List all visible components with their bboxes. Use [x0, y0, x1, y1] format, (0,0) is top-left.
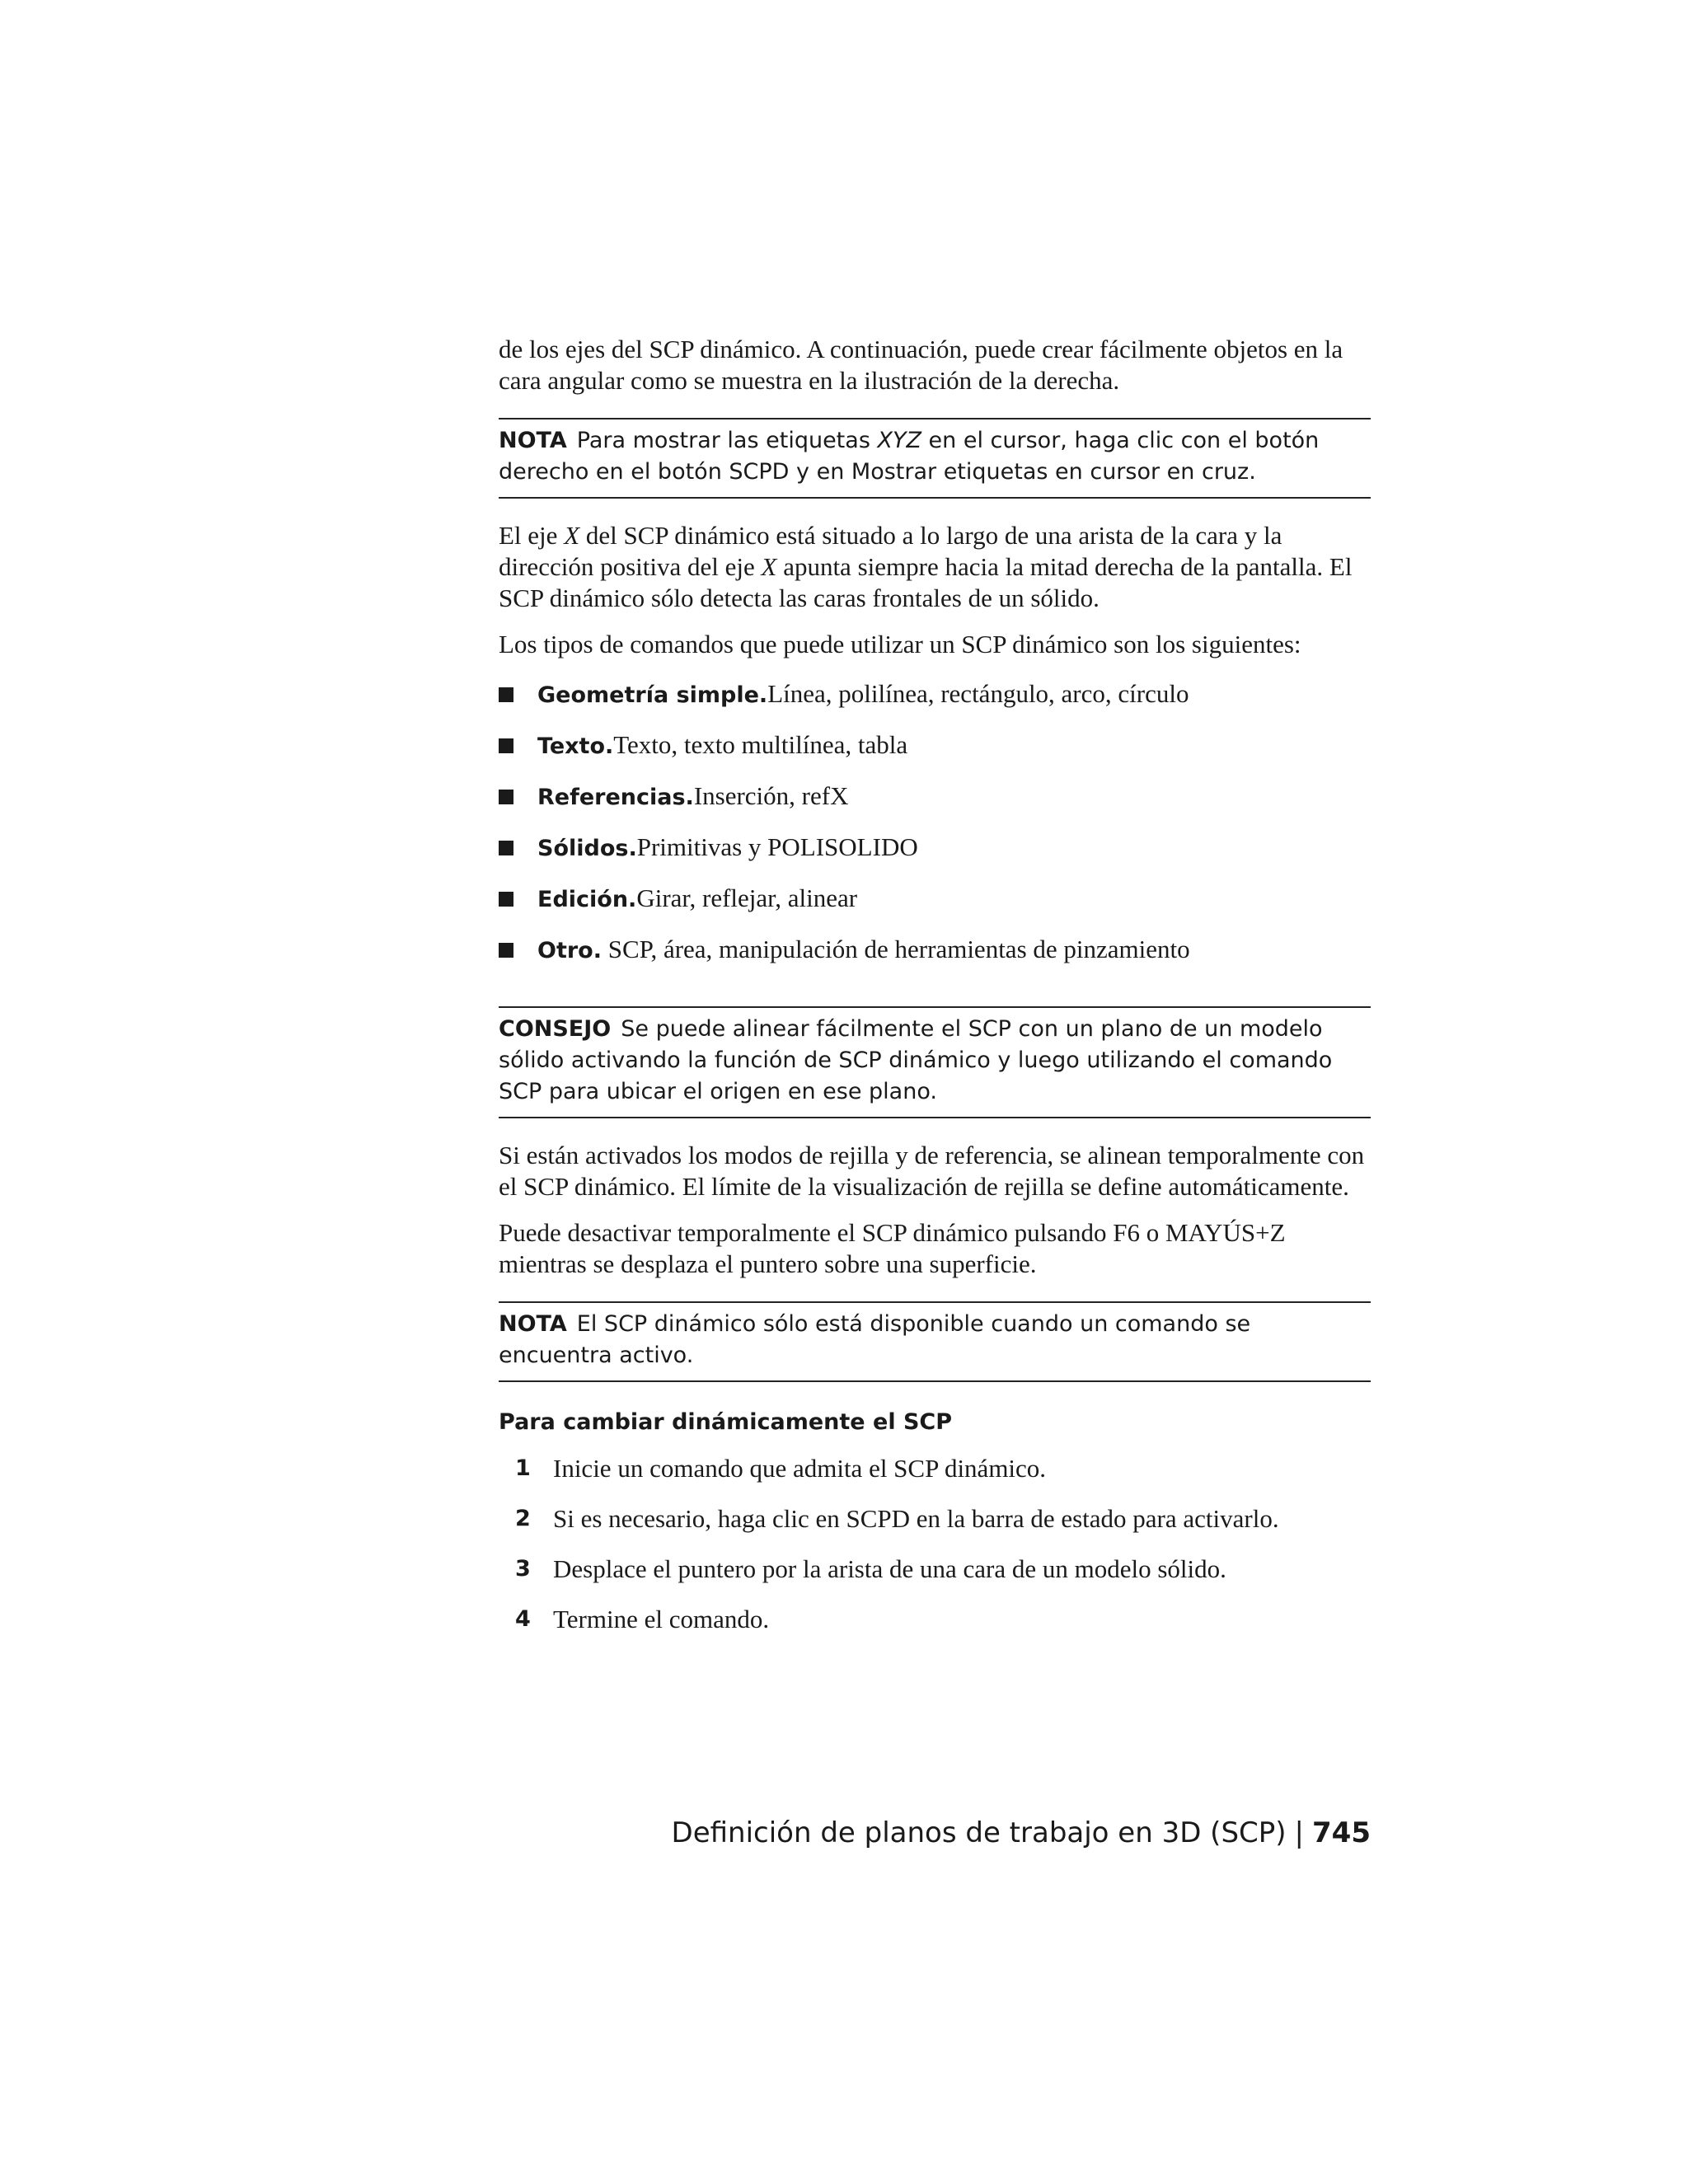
procedure-steps	[499, 1453, 1371, 1654]
note-box-availability	[499, 1301, 1371, 1382]
bullet-square-icon	[499, 738, 513, 753]
step-text: Si es necesario, haga clic en SCPD en la barra de estado para activarlo.	[553, 1504, 1279, 1533]
page-footer	[495, 1813, 1371, 1853]
list-item	[499, 883, 1371, 934]
command-types-list	[499, 678, 1371, 985]
axis-x-italic: X	[564, 521, 580, 550]
step-item	[499, 1604, 1371, 1654]
list-item-desc: SCP, área, manipulación de herramientas de pinzamiento	[601, 935, 1190, 963]
axis-text-part: El eje	[499, 521, 565, 550]
step-number: 4	[515, 1606, 531, 1632]
bullet-square-icon	[499, 892, 513, 907]
step-item	[499, 1503, 1371, 1554]
list-item-desc: Texto, texto multilínea, tabla	[613, 730, 908, 759]
bullet-square-icon	[499, 790, 513, 804]
step-text: Termine el comando.	[553, 1605, 770, 1633]
page-number: 745	[1312, 1816, 1371, 1849]
note-label: NOTA	[499, 1311, 567, 1337]
axis-x-italic: X	[761, 552, 777, 581]
step-number: 2	[515, 1506, 531, 1531]
list-item	[499, 729, 1371, 780]
step-text: Desplace el puntero por la arista de una cara de un modelo sólido.	[553, 1554, 1226, 1583]
list-item-term: Referencias.	[537, 785, 694, 810]
bullet-square-icon	[499, 943, 513, 958]
disable-paragraph: Puede desactivar temporalmente el SCP dinámico pulsando F6 o MAYÚS+Z mientras se desplaza el puntero sobre una superficie.	[499, 1218, 1286, 1278]
list-item	[499, 678, 1371, 729]
list-item-desc: Línea, polilínea, rectángulo, arco, círculo	[767, 679, 1189, 708]
tip-label: CONSEJO	[499, 1016, 612, 1042]
step-text: Inicie un comando que admita el SCP dinámico.	[553, 1454, 1047, 1483]
axis-text-part: del SCP dinámico está situado a lo largo de una arista de la cara y la dirección positiva del eje	[499, 521, 1282, 581]
footer-separator: |	[1294, 1816, 1305, 1849]
list-item-term: Sólidos.	[537, 836, 637, 861]
list-item	[499, 934, 1371, 985]
list-item	[499, 832, 1371, 883]
step-item	[499, 1453, 1371, 1503]
note-text-part: Para mostrar las etiquetas	[576, 428, 878, 453]
list-item-term: Otro.	[537, 938, 602, 963]
list-item-term: Texto.	[537, 733, 614, 759]
note-box-xyz-labels	[499, 418, 1371, 499]
note-label: NOTA	[499, 428, 567, 453]
grid-snap-paragraph: Si están activados los modos de rejilla y de referencia, se alinean temporalmente con el SCP dinámico. El límite de la visualización de rejilla se define automáticamente.	[499, 1141, 1365, 1201]
step-number: 3	[515, 1556, 531, 1582]
step-number: 1	[515, 1455, 531, 1481]
page-body	[499, 334, 1371, 1654]
tip-text: Se puede alinear fácilmente el SCP con un plano de un modelo sólido activando la función de SCP dinámico y luego utilizando el comando SCP para ubicar el origen en ese plano.	[499, 1016, 1333, 1104]
list-item	[499, 780, 1371, 832]
note-text: El SCP dinámico sólo está disponible cuando un comando se encuentra activo.	[499, 1311, 1251, 1368]
list-item-term: Edición.	[537, 887, 637, 912]
list-item-desc: Girar, reflejar, alinear	[636, 883, 858, 912]
list-item-desc: Primitivas y POLISOLIDO	[636, 832, 918, 861]
list-item-desc: Inserción, refX	[693, 781, 849, 810]
note-text-italic: XYZ	[877, 428, 921, 453]
command-types-intro: Los tipos de comandos que puede utilizar un SCP dinámico son los siguientes:	[499, 630, 1301, 658]
procedure-title: Para cambiar dinámicamente el SCP	[499, 1409, 953, 1435]
step-item	[499, 1554, 1371, 1604]
bullet-square-icon	[499, 841, 513, 855]
list-item-term: Geometría simple.	[537, 682, 768, 708]
axis-paragraph	[499, 520, 1371, 614]
footer-chapter-title: Definición de planos de trabajo en 3D (SCP)	[671, 1816, 1287, 1849]
bullet-square-icon	[499, 687, 513, 702]
intro-paragraph: de los ejes del SCP dinámico. A continuación, puede crear fácilmente objetos en la cara angular como se muestra en la ilustración de la derecha.	[499, 335, 1343, 395]
note-text-part: en el cursor, haga clic con el botón derecho en el botón SCPD y en Mostrar etiquetas en cursor en cruz.	[499, 428, 1320, 485]
tip-box	[499, 1006, 1371, 1118]
axis-text-part: apunta siempre hacia la mitad derecha de la pantalla. El SCP dinámico sólo detecta las caras frontales de un sólido.	[499, 552, 1353, 612]
